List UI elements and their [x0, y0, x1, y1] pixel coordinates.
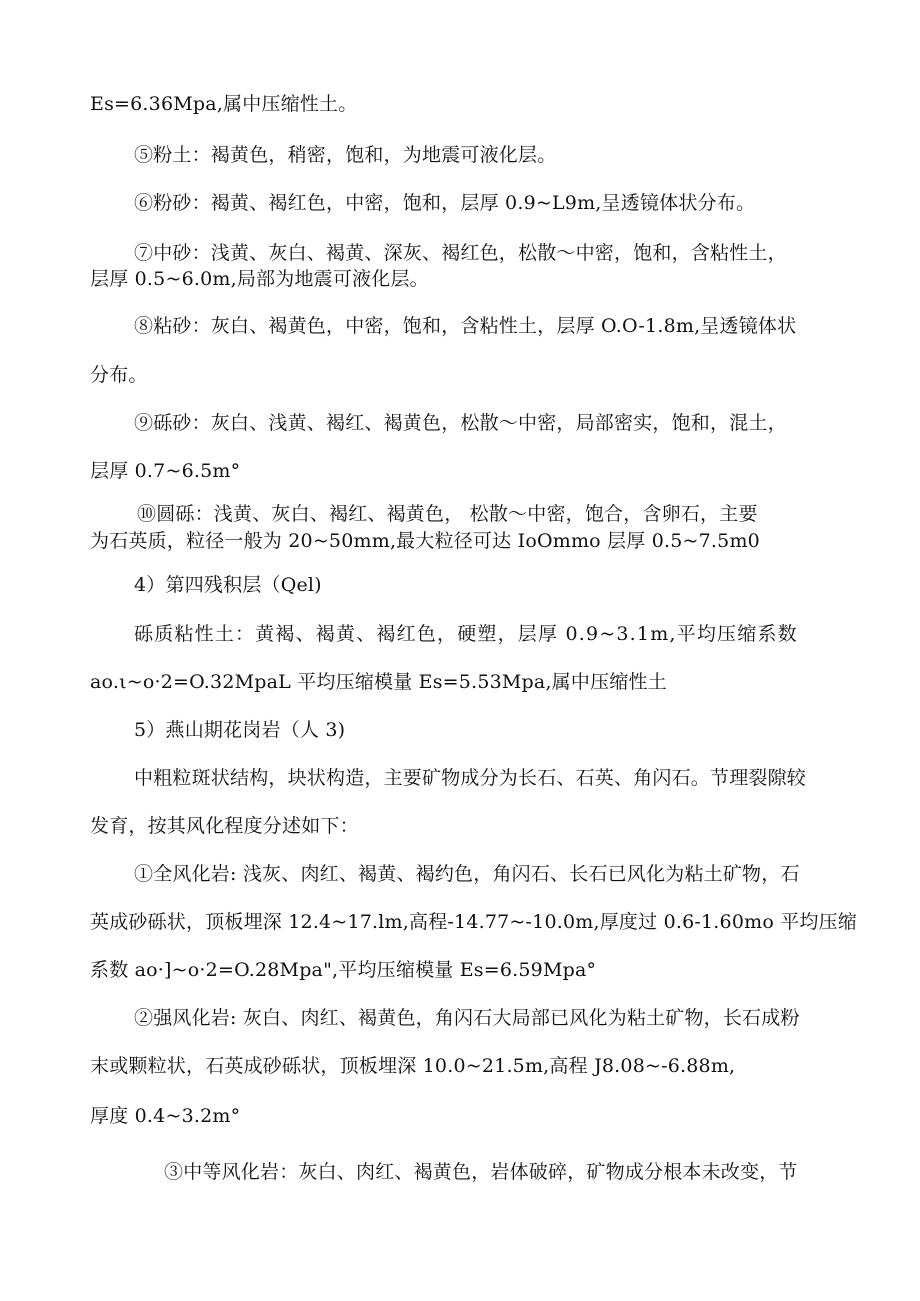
text-line-4: ⑦中砂：浅黄、灰白、褐黄、深灰、褐红色，松散〜中密，饱和，含粘性土， [134, 242, 787, 264]
text-line-9: 层厚 0.7~6.5m° [90, 460, 241, 482]
text-line-7: 分布。 [90, 364, 148, 386]
text-line-24: ③中等风化岩：灰白、肉红、褐黄色，岩体破碎，矿物成分根本未改变，节 [164, 1161, 798, 1183]
text-line-1: Es=6.36Mpa,属中压缩性土。 [90, 93, 358, 115]
text-line-20: 系数 ao·]~o·2=O.28Mpa",平均压缩模量 Es=6.59Mpa° [90, 959, 597, 981]
text-line-14: ao.ι~o·2=O.32MpaL 平均压缩模量 Es=5.53Mpa,属中压缩性土 [90, 671, 667, 693]
text-line-19: 英成砂砾状，顶板埋深 12.4~17.lm,高程-14.77~-10.0m,厚度过 0.6-1.60mo 平均压缩 [90, 911, 858, 933]
text-line-16: 中粗粒斑状结构，块状构造，主要矿物成分为长石、石英、角闪石。节理裂隙较 [134, 767, 807, 789]
text-line-2: ⑤粉土：褐黄色，稍密，饱和，为地震可液化层。 [134, 144, 557, 166]
section-heading-5: 5）燕山期花岗岩（人 3) [134, 719, 346, 741]
text-line-17: 发育，按其风化程度分述如下： [90, 815, 359, 837]
text-line-8: ⑨砾砂：灰白、浅黄、褐红、褐黄色，松散〜中密，局部密实，饱和，混土， [134, 412, 787, 434]
section-heading-4: 4）第四残积层（Qel) [134, 574, 322, 596]
text-line-5: 层厚 0.5~6.0m,局部为地震可液化层。 [90, 268, 429, 290]
text-line-18: ①全风化岩: 浅灰、肉红、褐黄、褐约色，角闪石、长石已风化为粘土矿物，石 [134, 863, 800, 885]
text-line-6: ⑧粘砂：灰白、褐黄色，中密，饱和，含粘性土，层厚 O.O-1.8m,呈透镜体状 [134, 315, 797, 337]
text-line-3: ⑥粉砂：褐黄、褐红色，中密，饱和，层厚 0.9~L9m,呈透镜体状分布。 [134, 192, 756, 214]
text-line-22: 末或颗粒状，石英成砂砾状，顶板埋深 10.0~21.5m,高程 J8.08~-6.88m, [90, 1055, 736, 1077]
text-line-23: 厚度 0.4~3.2m° [90, 1105, 241, 1127]
text-line-21: ②强风化岩: 灰白、肉红、褐黄色，角闪石大局部已风化为粘土矿物，长石成粉 [134, 1007, 800, 1029]
text-line-10: ⑩圆砾：浅黄、灰白、褐红、褐黄色， 松散〜中密，饱合，含卵石，主要 [137, 503, 758, 525]
text-line-11: 为石英质，粒径一般为 20~50mm,最大粒径可达 IoOmmo 层厚 0.5~7.5m0 [90, 530, 760, 552]
text-line-13: 砾质粘性土：黄褐、褐黄、褐红色，硬塑，层厚 0.9~3.1m,平均压缩系数 [134, 623, 798, 645]
